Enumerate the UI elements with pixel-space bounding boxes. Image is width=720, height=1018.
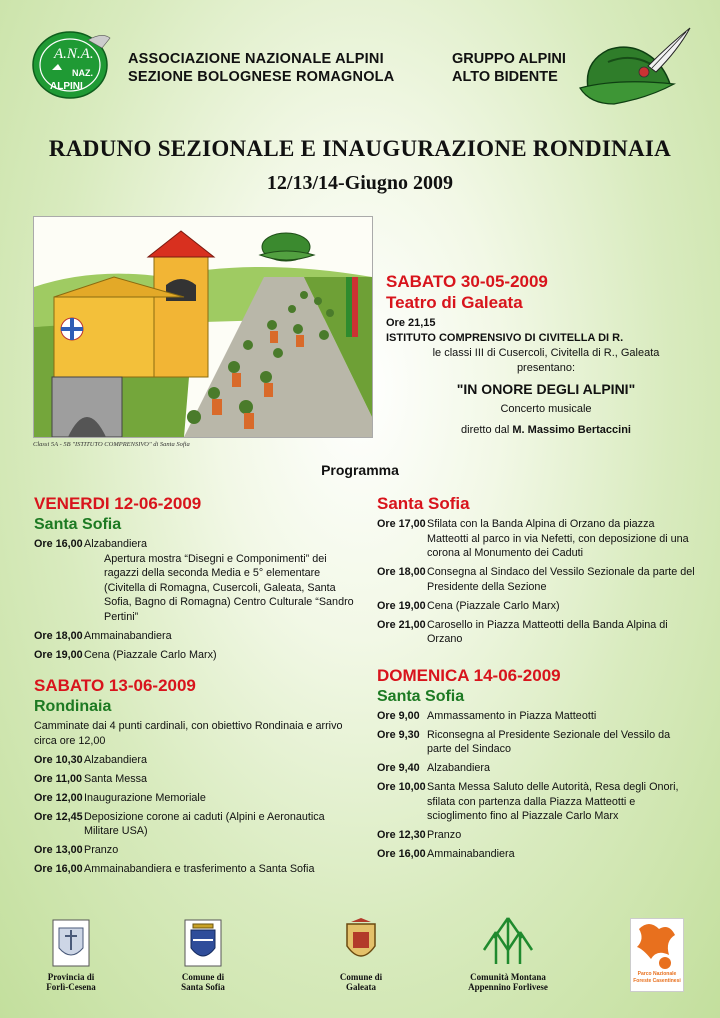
crest-icon [183, 918, 223, 968]
footer-logo-provincia [26, 918, 116, 992]
association-line-1: ASSOCIAZIONE NAZIONALE ALPINI [128, 51, 384, 67]
friday-day: VENERDI 12-06-2009 [34, 494, 202, 513]
group-line-1: GRUPPO ALPINI [452, 51, 566, 67]
item-text: Ammainabandiera e trasferimento a Santa Sofia [84, 863, 315, 875]
item-text: Cena (Piazzale Carlo Marx) [427, 599, 560, 612]
list-item [377, 780, 697, 824]
list-item [377, 847, 697, 862]
park-logo-line2: Foreste Casentinesi [633, 978, 681, 984]
item-text: Ammainabandiera [427, 848, 515, 860]
item-time: Ore 16,00 [34, 538, 83, 550]
opening-event [386, 272, 706, 438]
opening-event-classes: le classi III di Cusercoli, Civitella di R., Galeata [432, 347, 660, 359]
saturday-place: Rondinaia [34, 698, 112, 715]
opening-event-concert: Concerto musicale [500, 403, 592, 415]
saturday-day: SABATO 13-06-2009 [34, 676, 196, 695]
footer-logo-santa-sofia-line1: Comune di [181, 972, 225, 982]
footer-logo-comunita-line2: Appennino Forlivese [468, 982, 548, 992]
list-item [377, 828, 697, 843]
list-item [377, 618, 697, 647]
item-text: Santa Messa Saluto delle Autorità, Resa degli Onori, sfilata con partenza dalla Piazza Matteotti e scioglimento fino al Piazzale Carlo Marx [427, 781, 679, 822]
list-item [34, 648, 354, 663]
item-text: Pranzo [84, 844, 119, 856]
saturday-intro: Camminate dai 4 punti cardinali, con obiettivo Rondinaia e arrivo circa ore 12,00 [34, 720, 343, 747]
item-time: Ore 12,00 [34, 791, 83, 804]
list-item [34, 772, 354, 787]
list-item [34, 843, 354, 858]
alpine-hat-icon [578, 22, 694, 118]
list-item [377, 728, 697, 757]
item-text: Deposizione corone ai caduti (Alpini e Aeronautica Militare USA) [84, 810, 325, 837]
item-text: Alzabandiera [84, 753, 148, 766]
sunday-day: DOMENICA 14-06-2009 [377, 665, 561, 685]
opening-event-time: Ore 21,15 [386, 317, 436, 329]
item-time: Ore 21,00 [377, 618, 426, 631]
sunday-place: Santa Sofia [377, 687, 465, 705]
item-time: Ore 11,00 [34, 772, 83, 785]
list-item [377, 761, 697, 776]
item-time: Ore 18,00 [377, 566, 426, 578]
ana-logo [32, 26, 122, 100]
footer-logo-galeata-line1: Comune di [339, 972, 383, 982]
footer-logo-parco [630, 918, 684, 992]
opening-event-director-line [386, 423, 706, 438]
item-text: Alzabandiera [84, 538, 148, 550]
item-time: Ore 16,00 [377, 848, 426, 860]
opening-event-show-title: "IN ONORE DEGLI ALPINI" [456, 381, 636, 397]
item-text: Consegna al Sindaco del Vessilo Sezionale da parte del Presidente della Sezione [427, 566, 695, 593]
item-time: Ore 19,00 [34, 648, 83, 661]
park-logo-line1: Parco Nazionale [637, 971, 677, 977]
park-logo-icon [631, 919, 683, 991]
list-item [377, 517, 697, 561]
drawing-caption: Classi 5A - 5B "ISTITUTO COMPRENSIVO" di Santa Sofia [33, 441, 190, 448]
list-item [377, 565, 697, 594]
item-text: Alzabandiera [427, 762, 491, 774]
item-text: Carosello in Piazza Matteotti della Banda Alpina di Orzano [427, 618, 668, 645]
trees-icon [478, 914, 538, 968]
opening-event-present: presentano: [516, 362, 576, 374]
item-text: Pranzo [427, 829, 462, 841]
friday-place: Santa Sofia [34, 516, 122, 533]
item-time: Ore 10,00 [377, 781, 426, 793]
item-text: Apertura mostra “Disegni e Componimenti” dei ragazzi della seconda Media e 5° elementare (Civitella di Romagna, Cusercoli, Galeata, Santa Sofia, Bagno di Romagna) Centro Culturale “Sandro Pertini” [104, 552, 354, 623]
item-text: Cena (Piazzale Carlo Marx) [84, 648, 217, 661]
opening-event-venue: Teatro di Galeata [386, 293, 523, 312]
footer-logo-provincia-line2: Forlì-Cesena [46, 982, 96, 992]
list-item [34, 753, 354, 768]
group-line-2: ALTO BIDENTE [452, 69, 558, 85]
association-name [128, 50, 394, 86]
footer-logo-galeata [316, 918, 406, 992]
footer-logo-comunita-line1: Comunità Montana [470, 972, 546, 982]
footer-logo-comunita-montana [448, 914, 568, 992]
item-time: Ore 13,00 [34, 844, 83, 856]
footer-logo-santa-sofia-line2: Santa Sofia [181, 982, 225, 992]
crest-icon [341, 918, 381, 968]
item-text: Riconsegna al Presidente Sezionale del Vessilo da parte del Sindaco [427, 728, 671, 755]
item-text: Sfilata con la Banda Alpina di Orzano da piazza Matteotti al parco in via Nefetti, con deposizione di una corona al Monumento dei Caduti [427, 518, 689, 559]
list-item [34, 552, 354, 625]
list-item [377, 709, 697, 724]
opening-event-school: ISTITUTO COMPRENSIVO DI CIVITELLA DI R. [386, 332, 624, 344]
item-time: Ore 12,30 [377, 829, 426, 841]
list-item [34, 537, 354, 552]
opening-event-director-prefix: diretto dal [461, 424, 513, 436]
saturday-sofia-place: Santa Sofia [377, 494, 470, 513]
main-title: RADUNO SEZIONALE E INAUGURAZIONE RONDINAIA [48, 136, 672, 161]
item-time: Ore 9,40 [377, 762, 420, 774]
item-time: Ore 17,00 [377, 518, 426, 530]
children-drawing-image [33, 216, 373, 438]
list-item [34, 862, 354, 877]
item-text: Santa Messa [84, 772, 148, 785]
footer-logo-galeata-line2: Galeata [346, 982, 376, 992]
ana-logo-text-3: ALPINI [50, 81, 83, 92]
opening-event-director: M. Massimo Bertaccini [512, 424, 631, 436]
schedule-right-column [377, 493, 697, 866]
association-line-2: SEZIONE BOLOGNESE ROMAGNOLA [128, 69, 395, 85]
group-name [452, 50, 566, 86]
programme-heading: Programma [321, 462, 399, 478]
item-time: Ore 10,30 [34, 753, 83, 766]
schedule-left-column [34, 493, 354, 881]
item-time: Ore 19,00 [377, 599, 426, 612]
ana-logo-text-2: NAZ. [72, 68, 93, 78]
footer-logo-provincia-line1: Provincia di [47, 972, 95, 982]
item-time: Ore 9,00 [377, 709, 420, 722]
item-time: Ore 18,00 [34, 629, 83, 642]
event-dates: 12/13/14-Giugno 2009 [266, 172, 454, 194]
item-time: Ore 9,30 [377, 728, 420, 741]
list-item [34, 810, 354, 839]
ana-logo-text-1: A.N.A. [54, 46, 94, 62]
list-item [34, 629, 354, 644]
footer-logo-santa-sofia [158, 918, 248, 992]
item-text: Ammassamento in Piazza Matteotti [427, 709, 597, 722]
item-time: Ore 16,00 [34, 863, 83, 875]
shield-icon [51, 918, 91, 968]
item-text: Inaugurazione Memoriale [84, 791, 206, 804]
item-time: Ore 12,45 [34, 810, 83, 823]
list-item [34, 791, 354, 806]
list-item [377, 599, 697, 614]
opening-event-date: SABATO 30-05-2009 [386, 272, 548, 291]
item-text: Ammainabandiera [84, 629, 172, 642]
